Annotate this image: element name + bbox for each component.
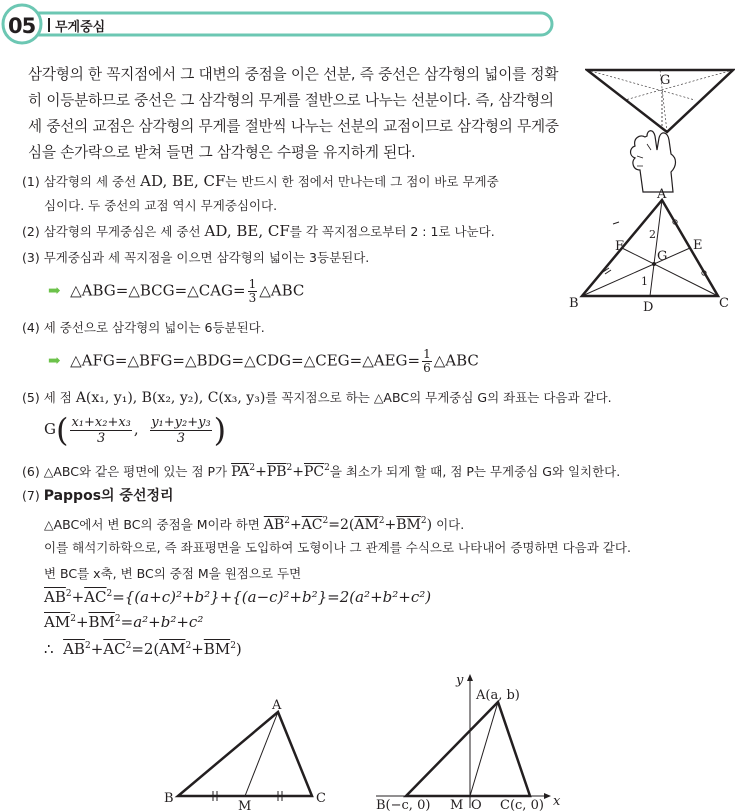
item-3-eq: △ABG=△BCG=△CAG= (70, 281, 246, 300)
item-2-marker: (2) (22, 224, 40, 239)
item-6: (6) △ABC와 같은 평면에 있는 점 P가 $\overline{PA}^2+\overline{PB}^2+\overline{PC}^2$을 최소가 되게 할 때, 점 P는 무게중심 G와 일치한다. (22, 463, 621, 480)
pappos-m-label: M (238, 799, 252, 811)
arrow-icon: ➡ (48, 281, 61, 300)
pappos-c-label: C (316, 791, 326, 806)
eq3-rhs: =2( (131, 640, 160, 658)
header-number: 05 (8, 14, 36, 38)
coordinate-figure (370, 672, 570, 811)
item-3-text: 무게중심과 세 꼭지점을 이으면 삼각형의 넓이는 3등분된다. (43, 250, 370, 265)
item-4-equation (48, 348, 479, 375)
arrow-icon: ➡ (48, 351, 61, 370)
item-2-text-b: 를 각 꼭지점으로부터 2 : 1로 나눈다. (289, 224, 495, 239)
pappos-b-label: B (164, 791, 174, 806)
therefore-symbol: ∴ (44, 640, 54, 658)
item-4-fraction (422, 348, 432, 375)
fraction-denominator: 3 (248, 291, 257, 305)
line1-text-a: △ABC에서 변 BC의 중점을 M이라 하면 (44, 517, 264, 532)
centroid-figure (565, 188, 735, 316)
item-3-marker: (3) (22, 250, 40, 265)
y-denominator: 3 (176, 430, 186, 446)
pappos-eq-3: ∴ $\overline{AB}^2+\overline{AC}^2=2(\overline{AM}^2+\overline{BM}^2)$ (44, 640, 242, 658)
header-title: 무게중심 (55, 20, 106, 35)
vertex-b-label: B (569, 296, 579, 311)
item-7-heading (22, 487, 174, 505)
item-5-text-a: 세 점 (43, 390, 76, 405)
item-5-math: A(x₁, y₁), B(x₂, y₂), C(x₃, y₃) (75, 390, 266, 406)
item-2-text-a: 삼각형의 무게중심은 세 중선 (43, 224, 205, 239)
formula-x-fraction (70, 415, 131, 446)
item-3-eq-end: △ABC (259, 281, 305, 300)
item-4-eq-end: △ABC (433, 351, 479, 370)
item-5-marker: (5) (22, 390, 40, 405)
coord-m-label: M (450, 798, 464, 811)
intro-paragraph: 삼각형의 한 꼭지점에서 그 대변의 중점을 이은 선분, 즉 중선은 삼각형의 넓이를 정확히 이등분하므로 중선은 그 삼각형의 무게를 절반으로 나누는 선분이다. 즉, 삼각형의 세 중선의 교점은 삼각형의 무게를 절반씩 나누는 선분의 교점이므로 삼각형의 무게중심을 손가락으로 받쳐 들면 그 삼각형은 수평을 유지하게 된다. (28, 66, 559, 161)
item-1-math: AD, BE, CF (140, 172, 226, 190)
item-7-line2: 이를 해석기하학으로, 즉 좌표평면을 도입하여 도형이나 그 관계를 수식으로 나타내어 증명하면 다음과 같다. (44, 540, 631, 555)
point-f-label: F (615, 239, 625, 254)
x-denominator: 3 (97, 430, 106, 446)
formula-g: G (44, 420, 56, 438)
segment-pb: $\overline{PB}$ (266, 464, 287, 480)
fraction-numerator: 1 (423, 347, 431, 361)
y-numerator: y₁+y₂+y₃ (151, 414, 211, 430)
item-1 (22, 172, 499, 191)
centroid-g-label: G (657, 249, 668, 264)
item-7-line3: 변 BC를 x축, 변 BC의 중점 M을 원점으로 두면 (44, 566, 302, 581)
item-2-math: AD, BE, CF (204, 222, 290, 240)
point-d-label: D (643, 300, 654, 315)
segment-pa: $\overline{PA}$ (231, 464, 250, 480)
line1-text-b: 이다. (432, 517, 465, 532)
item-5 (22, 389, 612, 407)
pappos-a-label: A (272, 698, 282, 713)
hand-figure (585, 62, 735, 202)
x-axis-label: x (553, 794, 561, 809)
item-4-text: 세 중선으로 삼각형의 넓이는 6등분된다. (43, 320, 265, 335)
formula-y-fraction (150, 415, 211, 446)
segment-pc: $\overline{PC}$ (304, 464, 325, 480)
y-axis-label: y (456, 673, 464, 688)
item-1-cont: 심이다. 두 중선의 교점 역시 무게중심이다. (44, 198, 278, 213)
item-4 (22, 319, 265, 337)
item-6-marker: (6) (22, 464, 40, 479)
coord-a-label: A(a, b) (476, 688, 520, 703)
item-7-marker: (7) (22, 488, 40, 503)
item-7-line1: △ABC에서 변 BC의 중점을 M이라 하면 $\overline{AB}^2+\overline{AC}^2=2(\overline{AM}^2+\overline{BM}^2)$ 이다. (44, 516, 465, 533)
pappos-eq-2: $\overline{AM}^2+\overline{BM}^2=a^2+b^2+c^2$ (44, 613, 204, 631)
item-4-marker: (4) (22, 320, 40, 335)
coord-c-label: C(c, 0) (500, 798, 544, 811)
vertex-a-label: A (657, 188, 667, 202)
pappos-figure (160, 696, 340, 811)
item-5-formula: G( $\frac{\text{x₁+x₂+x₃}}{3}$ , $\frac{\text{y₁+y₂+y₃}}{3}$ ) (44, 411, 227, 449)
ratio-two-label: 2 (649, 228, 656, 241)
eq2-rhs: =a²+b²+c² (120, 613, 204, 631)
item-6-text-b: 을 최소가 되게 할 때, 점 P는 무게중심 G와 일치한다. (329, 464, 621, 479)
fraction-denominator: 6 (423, 361, 431, 375)
item-3-fraction (248, 278, 258, 305)
item-6-text-a: △ABC와 같은 평면에 있는 점 P가 (43, 464, 232, 479)
item-1-text-b: 는 반드시 한 점에서 만나는데 그 점이 바로 무게중 (225, 174, 499, 189)
item-3-equation (48, 278, 304, 305)
item-7-title: Pappos의 중선정리 (43, 488, 174, 504)
pappos-eq-1: $\overline{AB}^2+\overline{AC}^2=\{(a+c)^2+b^2\}+\{(a-c)^2+b^2\}=2(a^2+b^2+c^2)$ (44, 588, 432, 606)
vertex-c-label: C (719, 296, 729, 311)
ratio-one-label: 1 (641, 275, 648, 288)
eq1-rhs: ={(a+c)²+b²}+{(a−c)²+b²}=2(a²+b²+c²) (112, 588, 432, 606)
item-2 (22, 222, 495, 241)
fraction-numerator: 1 (248, 277, 257, 291)
item-1-text-a: 삼각형의 세 중선 (43, 174, 141, 189)
item-4-eq: △AFG=△BFG=△BDG=△CDG=△CEG=△AEG= (70, 351, 421, 370)
header-divider (48, 18, 50, 32)
x-numerator: x₁+x₂+x₃ (71, 414, 131, 430)
item-1-marker: (1) (22, 174, 40, 189)
coord-b-label: B(−c, 0) (376, 798, 431, 811)
hand-g-label: G (660, 73, 671, 88)
item-3 (22, 249, 369, 267)
item-5-text-b: 를 꼭지점으로 하는 △ABC의 무게중심 G의 좌표는 다음과 같다. (265, 390, 612, 405)
header-banner (0, 0, 736, 48)
point-e-label: E (693, 238, 703, 253)
coord-o-label: O (471, 798, 482, 811)
